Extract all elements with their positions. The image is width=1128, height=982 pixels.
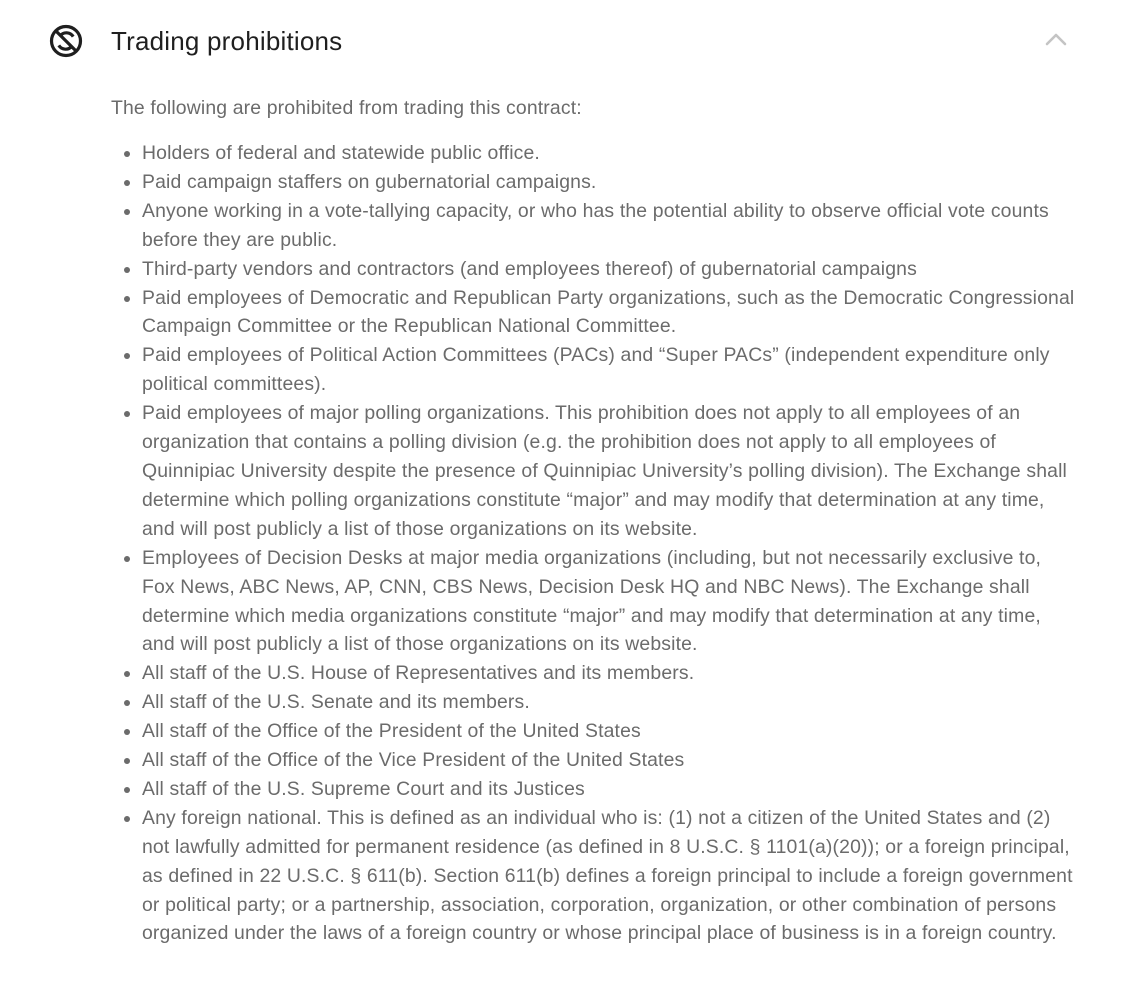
list-item: Third-party vendors and contractors (and employees thereof) of gubernatorial campaigns: [142, 255, 1076, 284]
list-item: Employees of Decision Desks at major media organizations (including, but not necessarily exclusive to, Fox News, ABC News, AP, CNN, CBS News, Decision Desk HQ and NBC News). The Exchange shall determine which media organizations constitute “major” and may modify that determination at any time, and will post publicly a list of those organizations on its website.: [142, 544, 1076, 660]
list-item: All staff of the U.S. House of Representatives and its members.: [142, 659, 1076, 688]
list-item: All staff of the U.S. Supreme Court and its Justices: [142, 775, 1076, 804]
list-item: Paid employees of major polling organizations. This prohibition does not apply to all employees of an organization that contains a polling division (e.g. the prohibition does not apply to all employees of Quinnipiac University despite the presence of Quinnipiac University’s polling division). The Exchange shall determine which polling organizations constitute “major” and may modify that determination at any time, and will post publicly a list of those organizations on its website.: [142, 399, 1076, 544]
chevron-up-icon: [1045, 32, 1067, 51]
list-item: Paid employees of Political Action Committees (PACs) and “Super PACs” (independent expenditure only political committees).: [142, 341, 1076, 399]
list-item: Paid employees of Democratic and Republican Party organizations, such as the Democratic Congressional Campaign Committee or the Republican National Committee.: [142, 284, 1076, 342]
list-item: All staff of the Office of the Vice President of the United States: [142, 746, 1076, 775]
section-header[interactable]: [0, 0, 1128, 84]
section-title: Trading prohibitions: [111, 26, 343, 56]
prohibited-icon: [48, 23, 84, 59]
list-item: Paid campaign staffers on gubernatorial campaigns.: [142, 168, 1076, 197]
prohibited-parties-list: [111, 139, 1076, 948]
list-item: All staff of the Office of the President of the United States: [142, 717, 1076, 746]
list-item: Holders of federal and statewide public office.: [142, 139, 1076, 168]
list-item: Any foreign national. This is defined as an individual who is: (1) not a citizen of the United States and (2) not lawfully admitted for permanent residence (as defined in 8 U.S.C. § 1101(a)(20)); or a foreign principal, as defined in 22 U.S.C. § 611(b). Section 611(b) defines a foreign principal to include a foreign government or political party; or a partnership, association, corporation, organization, or other combination of persons organized under the laws of a foreign country or whose principal place of business is in a foreign country.: [142, 804, 1076, 949]
list-item: All staff of the U.S. Senate and its members.: [142, 688, 1076, 717]
list-item: Anyone working in a vote-tallying capacity, or who has the potential ability to observe official vote counts before they are public.: [142, 197, 1076, 255]
intro-text: The following are prohibited from trading this contract:: [111, 97, 582, 119]
section-content: [111, 93, 1076, 948]
collapse-toggle-button[interactable]: [1040, 26, 1072, 56]
